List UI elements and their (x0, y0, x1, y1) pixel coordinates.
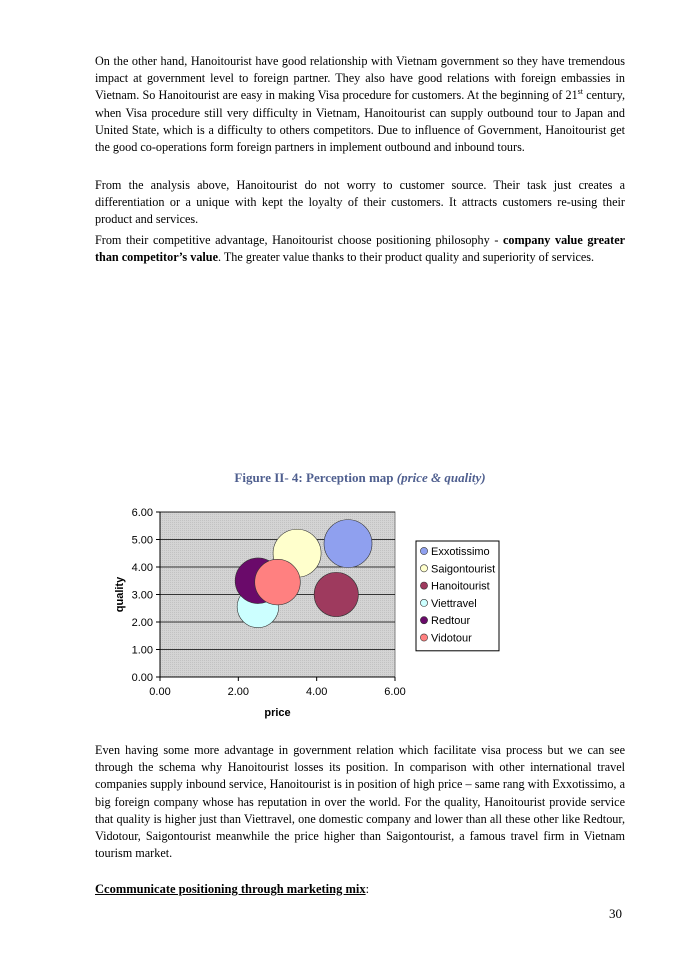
legend-marker-saigontourist (420, 565, 427, 572)
legend-label-viettravel: Viettravel (431, 597, 477, 610)
legend-marker-exxotissimo (420, 547, 427, 554)
y-tick-label: 4.00 (131, 562, 153, 574)
y-tick-label: 1.00 (131, 644, 153, 657)
legend-label-exxotissimo: Exxotissimo (431, 546, 490, 558)
p2-text-run: From the analysis above, Hanoitourist do not worry to customer source. Their task just creates a differentiation or a unique with kept the loyalty of their customers. It attracts customers re-using their product and services. (95, 178, 625, 227)
y-axis-title: quality (114, 576, 126, 613)
x-tick-label: 2.00 (227, 686, 250, 698)
y-tick-label: 0.00 (131, 672, 153, 684)
bubble-hanoitourist (314, 572, 358, 616)
p3-text-run: . The greater value thanks to their product quality and superiority of services. (217, 250, 595, 265)
x-tick-label: 0.00 (149, 686, 171, 698)
y-tick-label: 5.00 (131, 534, 153, 547)
legend-marker-vidotour (420, 634, 427, 641)
y-tick-label: 2.00 (131, 617, 153, 629)
legend-label-saigontourist: Saigontourist (431, 563, 496, 576)
y-tick-label: 3.00 (131, 589, 153, 602)
legend-label-vidotour: Vidotour (431, 632, 472, 645)
legend-marker-hanoitourist (420, 582, 427, 589)
p1-text-run: On the other hand, Hanoitourist have good relationship with Vietnam government so they have tremendous impact at government level to foreign partner. They also have good relations with foreign embassies in Vietnam. So Hanoitourist are easy in making Visa procedure for customers. At the beginning of 21 (95, 54, 625, 103)
legend-marker-redtour (420, 617, 427, 624)
page-number: 30 (609, 906, 622, 921)
x-tick-label: 4.00 (305, 686, 328, 698)
section-heading-text: Ccommunicate positioning through marketing mix (95, 882, 366, 896)
legend-label-redtour: Redtour (431, 615, 471, 628)
figure-caption-prefix: Figure II- 4: Perception map (234, 470, 397, 485)
paragraph-position-analysis (95, 742, 625, 862)
p1-text-run: st (577, 87, 584, 97)
figure-caption-italic: (price & quality) (396, 470, 486, 485)
legend-label-hanoitourist: Hanoitourist (431, 580, 490, 593)
bubble-exxotissimo (324, 520, 372, 568)
p4-text-run: Even having some more advantage in government relation which facilitate visa process but we can see through the schema why Hanoitourist losses its position. In comparison with other international travel companies supply inbound service, Hanoitourist is in position of high price – same rang with Exxotissimo, a big foreign company whose has reputation in over the world. For the quality, Hanoitourist provide service that quality is higher just than Viettravel, one domestic company and lower than all these other like Redtour, Vidotour, Saigontourist meanwhile the price higher than Saigontourist, a famous travel firm in Vietnam tourism market. (95, 743, 625, 861)
bubble-vidotour (255, 559, 301, 605)
x-axis-title: price (264, 707, 291, 719)
p3-text-run: From their competitive advantage, Hanoitourist choose positioning philosophy - (95, 233, 503, 247)
legend-marker-viettravel (420, 599, 427, 606)
y-tick-label: 6.00 (131, 507, 153, 519)
x-tick-label: 6.00 (384, 686, 406, 698)
p3-text-run: company value greater than competitor’s value (95, 233, 626, 265)
p1-text-run: century, when Visa procedure still very difficulty in Vietnam, Hanoitourist can supply outbound tour to Japan and United State, which is a difficulty to others competitors. Due to influence of Government, Hanoitourist get the good co-operations form foreign partners in implement outbound and inbound tours. (95, 88, 625, 155)
section-heading-colon: : (365, 882, 370, 896)
section-heading (95, 882, 369, 897)
